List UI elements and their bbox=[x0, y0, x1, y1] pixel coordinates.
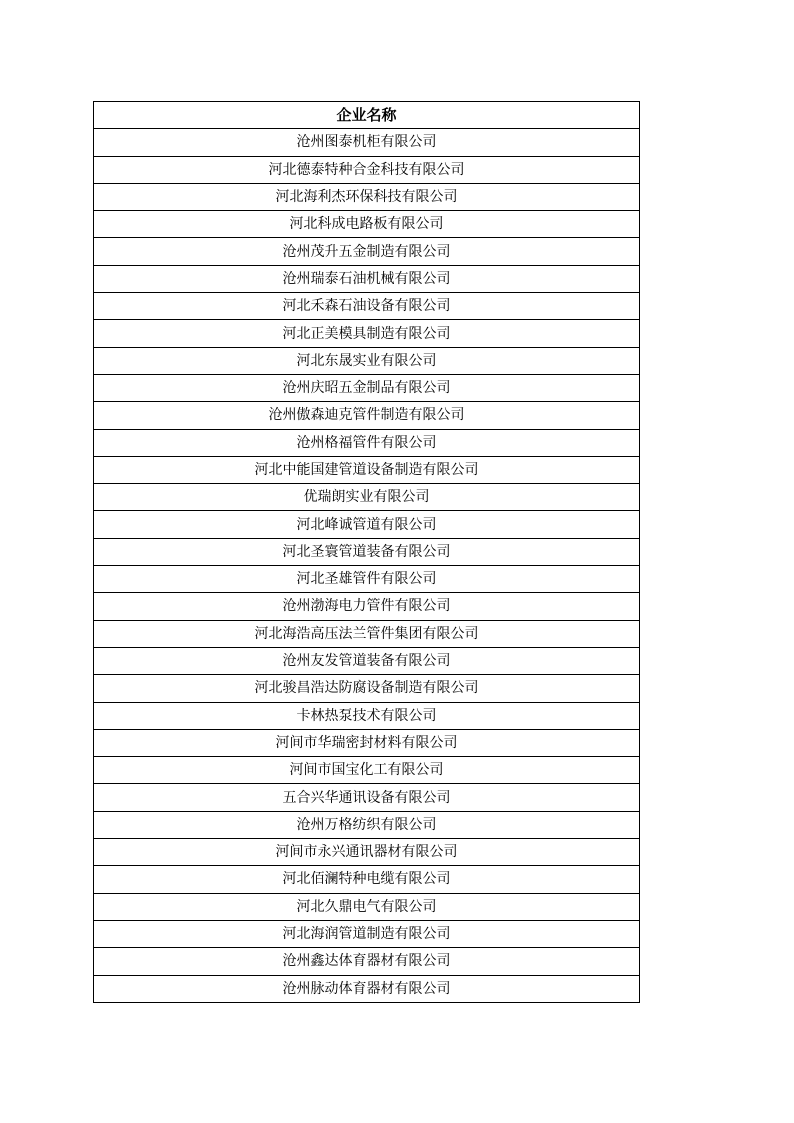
table-row bbox=[94, 374, 640, 401]
company-name-cell: 河北正美模具制造有限公司 bbox=[94, 320, 640, 347]
table-row bbox=[94, 647, 640, 674]
table-row bbox=[94, 729, 640, 756]
company-name-cell: 沧州鑫达体育器材有限公司 bbox=[94, 948, 640, 975]
company-name-cell: 沧州茂升五金制造有限公司 bbox=[94, 238, 640, 265]
table-row bbox=[94, 320, 640, 347]
company-name-cell: 河间市永兴通讯器材有限公司 bbox=[94, 839, 640, 866]
company-name-cell: 河北中能国建管道设备制造有限公司 bbox=[94, 456, 640, 483]
table-row bbox=[94, 538, 640, 565]
table-row bbox=[94, 893, 640, 920]
company-name-cell: 沧州庆昭五金制品有限公司 bbox=[94, 374, 640, 401]
table-row bbox=[94, 511, 640, 538]
table-row bbox=[94, 183, 640, 210]
company-name-cell: 河北圣寰管道装备有限公司 bbox=[94, 538, 640, 565]
table-row bbox=[94, 129, 640, 156]
table-row bbox=[94, 429, 640, 456]
company-name-cell: 沧州渤海电力管件有限公司 bbox=[94, 593, 640, 620]
table-row bbox=[94, 702, 640, 729]
column-header-company-name: 企业名称 bbox=[94, 102, 640, 129]
table-row bbox=[94, 920, 640, 947]
table-header-row bbox=[94, 102, 640, 129]
company-name-cell: 沧州格福管件有限公司 bbox=[94, 429, 640, 456]
company-name-cell: 河间市华瑞密封材料有限公司 bbox=[94, 729, 640, 756]
table-row bbox=[94, 620, 640, 647]
company-name-cell: 河北海利杰环保科技有限公司 bbox=[94, 183, 640, 210]
company-name-cell: 河北峰诚管道有限公司 bbox=[94, 511, 640, 538]
company-name-cell: 河北海润管道制造有限公司 bbox=[94, 920, 640, 947]
table-row bbox=[94, 347, 640, 374]
table-row bbox=[94, 402, 640, 429]
table-row bbox=[94, 456, 640, 483]
company-name-table bbox=[93, 101, 640, 1003]
company-name-cell: 沧州友发管道装备有限公司 bbox=[94, 647, 640, 674]
table-row bbox=[94, 839, 640, 866]
company-name-cell: 河北德泰特种合金科技有限公司 bbox=[94, 156, 640, 183]
table-row bbox=[94, 593, 640, 620]
company-name-cell: 河北圣雄管件有限公司 bbox=[94, 566, 640, 593]
company-name-cell: 沧州傲森迪克管件制造有限公司 bbox=[94, 402, 640, 429]
table-row bbox=[94, 566, 640, 593]
table-row bbox=[94, 948, 640, 975]
table-row bbox=[94, 784, 640, 811]
company-name-cell: 河北久鼎电气有限公司 bbox=[94, 893, 640, 920]
company-name-cell: 河北佰澜特种电缆有限公司 bbox=[94, 866, 640, 893]
company-name-cell: 沧州万格纺织有限公司 bbox=[94, 811, 640, 838]
table-row bbox=[94, 484, 640, 511]
company-name-cell: 沧州脉动体育器材有限公司 bbox=[94, 975, 640, 1002]
company-name-cell: 河北科成电路板有限公司 bbox=[94, 211, 640, 238]
company-name-cell: 河北骏昌浩达防腐设备制造有限公司 bbox=[94, 675, 640, 702]
company-name-cell: 卡林热泵技术有限公司 bbox=[94, 702, 640, 729]
company-name-cell: 河北东晟实业有限公司 bbox=[94, 347, 640, 374]
table-row bbox=[94, 293, 640, 320]
company-name-cell: 河北海浩高压法兰管件集团有限公司 bbox=[94, 620, 640, 647]
company-name-cell: 河北禾森石油设备有限公司 bbox=[94, 293, 640, 320]
company-name-cell: 五合兴华通讯设备有限公司 bbox=[94, 784, 640, 811]
company-name-cell: 沧州瑞泰石油机械有限公司 bbox=[94, 265, 640, 292]
table-row bbox=[94, 675, 640, 702]
table-row bbox=[94, 238, 640, 265]
table-row bbox=[94, 156, 640, 183]
table-body bbox=[94, 129, 640, 1003]
table-row bbox=[94, 265, 640, 292]
table-row bbox=[94, 975, 640, 1002]
company-name-cell: 河间市国宝化工有限公司 bbox=[94, 757, 640, 784]
table-row bbox=[94, 811, 640, 838]
table-row bbox=[94, 866, 640, 893]
company-name-cell: 沧州图泰机柜有限公司 bbox=[94, 129, 640, 156]
table-row bbox=[94, 211, 640, 238]
table-row bbox=[94, 757, 640, 784]
company-name-cell: 优瑞朗实业有限公司 bbox=[94, 484, 640, 511]
